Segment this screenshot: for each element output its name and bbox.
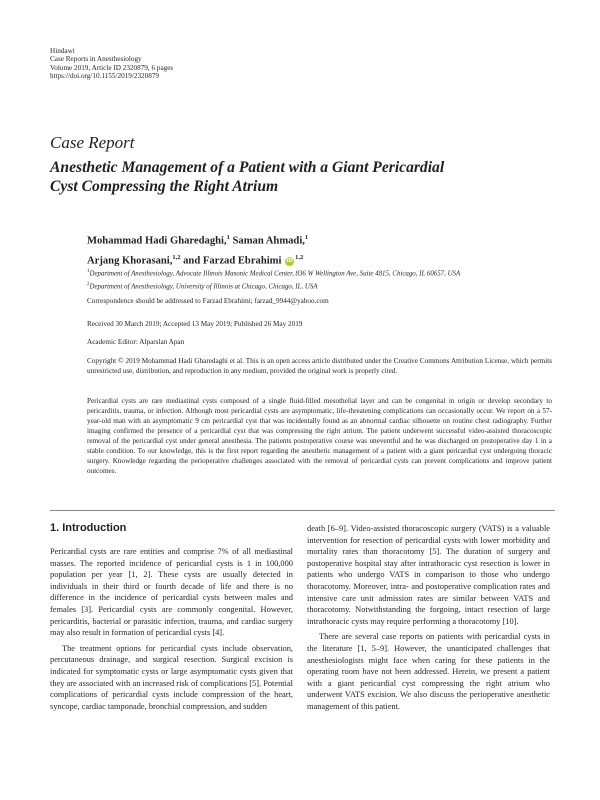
section-divider [50,510,555,511]
doi-link[interactable]: https://doi.org/10.1155/2019/2320879 [50,71,160,80]
body-column-left [50,546,293,712]
abstract: Pericardial cysts are rare mediastinal cysts composed of a single fluid-filled mesothelial layer and can be congenital in origin or develop secondary to pericarditis, trauma, or infection. Although most pericardial cysts are asymptomatic, life-threatening complications can occasionally occur. We report on a 57-year-old man with an asymptomatic 9 cm pericardial cyst that was incidentally found as an abnormal cardiac silhouette on routine chest radiography. Further imaging confirmed the presence of a pericardial cyst that was compressing the right atrium. The patient underwent successful video-assisted thoracoscopic removal of the pericardial cyst under general anesthesia. The patients postoperative course was uneventful and he was discharged on postoperative day 1 in a stable condition. To our knowledge, this is the first report regarding the anesthetic management of a patient with a giant pericardial cyst undergoing thoracic surgery. Knowledge regarding the perioperative challenges associated with the removal of pericardial cysts can prevent complications and improve patient outcomes. [87,397,552,475]
title-line-1: Anesthetic Management of a Patient with a Giant Pericardial [50,159,445,176]
paragraph: There are several case reports on patients with pericardial cysts in the literature [1, 5–9]. However, the unanticipated challenges that anesthesiologists might face when caring for these patients in the operating room have not been addressed. Herein, we present a patient with a giant pericardial cyst compressing the right atrium who underwent VATS excision. We also discuss the perioperative anesthetic management of this patient. [307,632,550,711]
author-name: Saman Ahmadi, [229,235,305,247]
affiliation-marker: 1 [304,234,309,241]
paragraph: The treatment options for pericardial cysts include observation, percutaneous drainage, and surgical resection. Surgical excision is indicated for symptomatic cysts or large asymptomatic cysts given that they are associated with an increased risk of complications [5]. Potential complications of pericardial cysts include compression of the heart, syncope, cardiac tamponade, bronchial compression, and sudden [50,643,293,711]
section-heading-introduction: 1. Introduction [50,522,127,534]
affiliations [87,267,557,293]
affiliation-text: Department of Anesthesiology, Advocate Illinois Masonic Medical Center, 836 W Wellington Ave, Suite 4815, Chicago, IL 60657, USA [89,270,461,278]
article-title [50,158,560,196]
copyright-notice: Copyright © 2019 Mohammad Hadi Gharedaghi et al. This is an open access article distributed under the Creative Commons Attribution License, which permits unrestricted use, distribution, and reproduction in any medium, provided the original work is properly cited. [87,357,552,375]
affiliation-1 [87,267,557,280]
author-name: Mohammad Hadi Gharedaghi, [87,235,227,247]
author-name: Arjang Khorasani, [87,255,173,267]
body-column-right [307,523,550,713]
affiliation-marker: 1,2 [295,253,304,261]
paragraph: Pericardial cysts are rare entities and comprise 7% of all mediastinal masses. The reported incidence of pericardial cysts is 1 in 100,000 population per year [1, 2]. These cysts are usually detected in individuals in their third or fourth decade of life and there is no difference in the incidence of pericardial cysts between males and females [3]. Pericardial cysts are commonly congenital. However, pericarditis, bacterial or parasitic infection, trauma, and cardiac surgery may also result in formation of pericardial cysts [4]. [50,547,293,638]
affiliation-marker: 1,2 [172,253,181,261]
paragraph: death [6–9]. Video-assisted thoracoscopic surgery (VATS) is a valuable intervention for resection of pericardial cysts with lower morbidity and mortality rates than thoracotomy [5]. The duration of surgery and postoperative hospital stay after intrathoracic cyst resection is lower in patients who undergo VATS in comparison to those who undergo thoracotomy. Moreover, intra- and postoperative complication rates and intensive care unit admission rates are similar between VATS and thoracotomy. Notwithstanding the forgoing, intact resection of large intrathoracic cysts may require performing a thoracotomy [10]. [307,524,550,626]
correspondence: Correspondence should be addressed to Farzad Ebrahimi; farzad_9944@yahoo.com [87,297,329,305]
author-name: and Farzad Ebrahimi [180,255,282,267]
author-list [87,230,547,269]
affiliation-marker: 1 [226,234,230,241]
article-type: Case Report [50,133,135,152]
affiliation-2 [87,280,557,293]
title-line-2: Cyst Compressing the Right Atrium [50,178,279,195]
author-line-1 [87,230,547,250]
publisher-name: Hindawi [50,47,75,55]
publication-dates: Received 30 March 2019; Accepted 13 May 2019; Published 26 May 2019 [87,320,303,328]
affiliation-number: 1 [87,269,90,274]
orcid-icon[interactable]: iD [286,258,293,265]
journal-name: Case Reports in Anesthesiology [50,55,142,64]
affiliation-text: Department of Anesthesiology, University of Illinois at Chicago, Chicago, IL, USA [89,283,318,291]
volume-info: Volume 2019, Article ID 2320879, 6 pages [50,63,174,72]
journal-header [50,47,173,80]
academic-editor: Academic Editor: Alparslan Apan [87,338,185,346]
affiliation-number: 2 [87,281,90,287]
